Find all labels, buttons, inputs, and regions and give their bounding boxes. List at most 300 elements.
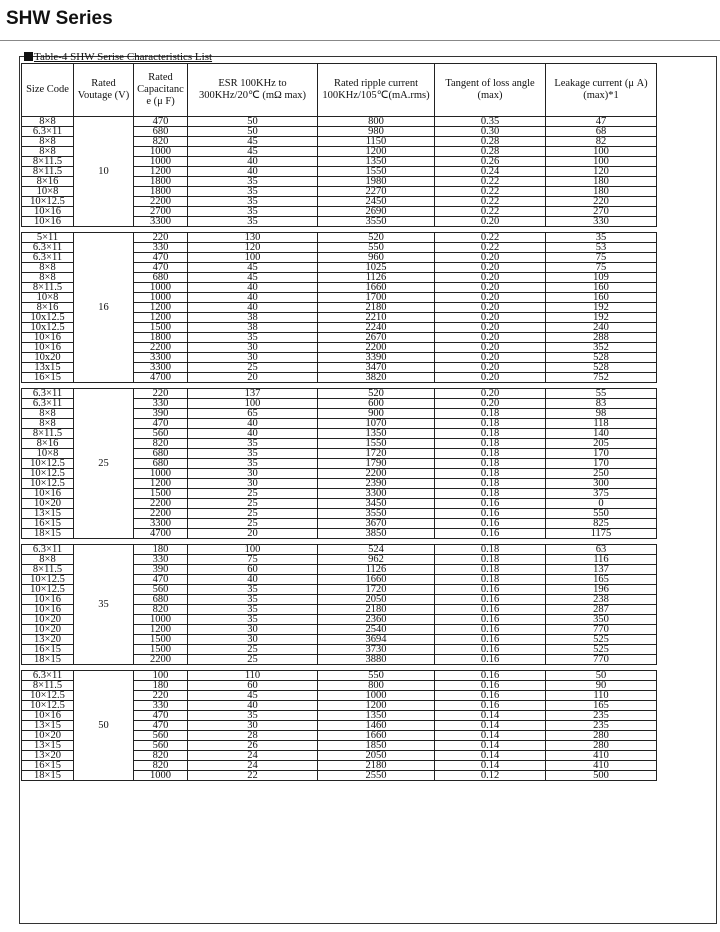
- capacitance-cell: 1500: [134, 323, 188, 333]
- size-code-cell: 10×8: [22, 187, 74, 197]
- esr-cell: 26: [188, 741, 318, 751]
- size-code-cell: 8×8: [22, 263, 74, 273]
- capacitance-cell: 560: [134, 429, 188, 439]
- ripple-current-cell: 1200: [318, 147, 435, 157]
- esr-cell: 35: [188, 333, 318, 343]
- table-caption: [24, 51, 212, 63]
- capacitance-cell: 680: [134, 459, 188, 469]
- tangent-loss-cell: 0.14: [435, 721, 546, 731]
- esr-cell: 30: [188, 469, 318, 479]
- leakage-current-cell: 68: [546, 127, 657, 137]
- ripple-current-cell: 2670: [318, 333, 435, 343]
- ripple-current-cell: 2200: [318, 343, 435, 353]
- tangent-loss-cell: 0.18: [435, 489, 546, 499]
- esr-cell: 40: [188, 283, 318, 293]
- ripple-current-cell: 2550: [318, 771, 435, 781]
- ripple-current-cell: 1350: [318, 429, 435, 439]
- ripple-current-cell: 3450: [318, 499, 435, 509]
- capacitance-cell: 4700: [134, 529, 188, 539]
- leakage-current-cell: 63: [546, 545, 657, 555]
- tangent-loss-cell: 0.20: [435, 399, 546, 409]
- capacitance-cell: 2200: [134, 509, 188, 519]
- size-code-cell: 6.3×11: [22, 253, 74, 263]
- size-code-cell: 13×20: [22, 635, 74, 645]
- esr-cell: 30: [188, 625, 318, 635]
- leakage-current-cell: 525: [546, 635, 657, 645]
- size-code-cell: 8×11.5: [22, 681, 74, 691]
- capacitance-cell: 820: [134, 137, 188, 147]
- tangent-loss-cell: 0.14: [435, 731, 546, 741]
- size-code-cell: 13×15: [22, 741, 74, 751]
- size-code-cell: 6.3×11: [22, 127, 74, 137]
- leakage-current-cell: 280: [546, 741, 657, 751]
- ripple-current-cell: 960: [318, 253, 435, 263]
- esr-cell: 100: [188, 399, 318, 409]
- esr-cell: 24: [188, 751, 318, 761]
- leakage-current-cell: 770: [546, 625, 657, 635]
- size-code-cell: 8×11.5: [22, 429, 74, 439]
- size-code-cell: 8×8: [22, 555, 74, 565]
- ripple-current-cell: 1980: [318, 177, 435, 187]
- tangent-loss-cell: 0.20: [435, 343, 546, 353]
- tangent-loss-cell: 0.20: [435, 303, 546, 313]
- capacitance-cell: 2200: [134, 343, 188, 353]
- esr-cell: 22: [188, 771, 318, 781]
- tangent-loss-cell: 0.22: [435, 177, 546, 187]
- esr-cell: 35: [188, 207, 318, 217]
- tangent-loss-cell: 0.18: [435, 449, 546, 459]
- tangent-loss-cell: 0.28: [435, 147, 546, 157]
- capacitance-cell: 180: [134, 681, 188, 691]
- size-code-cell: 10×16: [22, 489, 74, 499]
- esr-cell: 100: [188, 545, 318, 555]
- esr-cell: 40: [188, 157, 318, 167]
- esr-cell: 35: [188, 217, 318, 227]
- capacitance-cell: 470: [134, 419, 188, 429]
- tangent-loss-cell: 0.20: [435, 333, 546, 343]
- tangent-loss-cell: 0.22: [435, 187, 546, 197]
- esr-cell: 35: [188, 439, 318, 449]
- capacitance-cell: 330: [134, 701, 188, 711]
- ripple-current-cell: 2050: [318, 595, 435, 605]
- esr-cell: 30: [188, 721, 318, 731]
- capacitance-cell: 2700: [134, 207, 188, 217]
- esr-cell: 20: [188, 529, 318, 539]
- capacitance-cell: 3300: [134, 519, 188, 529]
- size-code-cell: 13×15: [22, 721, 74, 731]
- size-code-cell: 10x12.5: [22, 323, 74, 333]
- esr-cell: 25: [188, 489, 318, 499]
- capacitance-cell: 1000: [134, 293, 188, 303]
- tangent-loss-cell: 0.35: [435, 117, 546, 127]
- capacitance-cell: 560: [134, 741, 188, 751]
- leakage-current-cell: 192: [546, 313, 657, 323]
- tangent-loss-cell: 0.16: [435, 681, 546, 691]
- ripple-current-cell: 800: [318, 117, 435, 127]
- capacitance-cell: 1200: [134, 167, 188, 177]
- size-code-cell: 10×16: [22, 595, 74, 605]
- tangent-loss-cell: 0.20: [435, 373, 546, 383]
- tangent-loss-cell: 0.20: [435, 253, 546, 263]
- size-code-cell: 10×12.5: [22, 197, 74, 207]
- leakage-current-cell: 550: [546, 509, 657, 519]
- table-row: [22, 117, 657, 127]
- tangent-loss-cell: 0.16: [435, 585, 546, 595]
- esr-cell: 30: [188, 635, 318, 645]
- ripple-current-cell: 962: [318, 555, 435, 565]
- footer-cell: [318, 781, 435, 808]
- leakage-current-cell: 825: [546, 519, 657, 529]
- esr-cell: 24: [188, 761, 318, 771]
- esr-cell: 30: [188, 343, 318, 353]
- esr-cell: 35: [188, 595, 318, 605]
- characteristics-table: [21, 63, 657, 807]
- capacitance-cell: 470: [134, 721, 188, 731]
- capacitance-cell: 1200: [134, 479, 188, 489]
- capacitance-cell: 470: [134, 253, 188, 263]
- esr-cell: 25: [188, 645, 318, 655]
- tangent-loss-cell: 0.22: [435, 243, 546, 253]
- tangent-loss-cell: 0.16: [435, 671, 546, 681]
- esr-cell: 35: [188, 711, 318, 721]
- esr-cell: 35: [188, 459, 318, 469]
- leakage-current-cell: 240: [546, 323, 657, 333]
- size-code-cell: 10×20: [22, 625, 74, 635]
- leakage-current-cell: 50: [546, 671, 657, 681]
- tangent-loss-cell: 0.18: [435, 565, 546, 575]
- leakage-current-cell: 75: [546, 263, 657, 273]
- size-code-cell: 8×16: [22, 177, 74, 187]
- esr-cell: 35: [188, 615, 318, 625]
- leakage-current-cell: 270: [546, 207, 657, 217]
- ripple-current-cell: 1126: [318, 565, 435, 575]
- size-code-cell: 8×8: [22, 409, 74, 419]
- leakage-current-cell: 192: [546, 303, 657, 313]
- ripple-current-cell: 3300: [318, 489, 435, 499]
- ripple-current-cell: 3550: [318, 509, 435, 519]
- size-code-cell: 10×16: [22, 343, 74, 353]
- rated-voltage-cell: 10: [74, 117, 134, 227]
- esr-cell: 35: [188, 449, 318, 459]
- leakage-current-cell: 250: [546, 469, 657, 479]
- size-code-cell: 8×11.5: [22, 565, 74, 575]
- leakage-current-cell: 300: [546, 479, 657, 489]
- leakage-current-cell: 170: [546, 449, 657, 459]
- capacitance-cell: 1800: [134, 187, 188, 197]
- header-rated-capacitance: Rated Capacitanc e (μ F): [134, 64, 188, 117]
- ripple-current-cell: 2270: [318, 187, 435, 197]
- leakage-current-cell: 110: [546, 691, 657, 701]
- tangent-loss-cell: 0.12: [435, 771, 546, 781]
- leakage-current-cell: 180: [546, 187, 657, 197]
- size-code-cell: 16×15: [22, 519, 74, 529]
- tangent-loss-cell: 0.18: [435, 409, 546, 419]
- ripple-current-cell: 2240: [318, 323, 435, 333]
- leakage-current-cell: 410: [546, 761, 657, 771]
- ripple-current-cell: 1025: [318, 263, 435, 273]
- ripple-current-cell: 1070: [318, 419, 435, 429]
- esr-cell: 40: [188, 701, 318, 711]
- header-size-code: Size Code: [22, 64, 74, 117]
- esr-cell: 25: [188, 519, 318, 529]
- tangent-loss-cell: 0.28: [435, 137, 546, 147]
- ripple-current-cell: 3850: [318, 529, 435, 539]
- size-code-cell: 13×15: [22, 509, 74, 519]
- capacitance-cell: 220: [134, 389, 188, 399]
- ripple-current-cell: 1660: [318, 575, 435, 585]
- ripple-current-cell: 1660: [318, 731, 435, 741]
- capacitance-cell: 470: [134, 575, 188, 585]
- leakage-current-cell: 137: [546, 565, 657, 575]
- ripple-current-cell: 2690: [318, 207, 435, 217]
- ripple-current-cell: 1550: [318, 167, 435, 177]
- leakage-current-cell: 75: [546, 253, 657, 263]
- capacitance-cell: 2200: [134, 655, 188, 665]
- esr-cell: 30: [188, 353, 318, 363]
- ripple-current-cell: 3730: [318, 645, 435, 655]
- size-code-cell: 8×8: [22, 117, 74, 127]
- capacitance-cell: 3300: [134, 217, 188, 227]
- footer-cell: [188, 781, 318, 808]
- leakage-current-cell: 170: [546, 459, 657, 469]
- tangent-loss-cell: 0.14: [435, 741, 546, 751]
- tangent-loss-cell: 0.20: [435, 363, 546, 373]
- esr-cell: 110: [188, 671, 318, 681]
- size-code-cell: 16×15: [22, 373, 74, 383]
- capacitance-cell: 1500: [134, 645, 188, 655]
- ripple-current-cell: 1660: [318, 283, 435, 293]
- leakage-current-cell: 1175: [546, 529, 657, 539]
- esr-cell: 28: [188, 731, 318, 741]
- capacitance-cell: 680: [134, 273, 188, 283]
- capacitance-cell: 470: [134, 117, 188, 127]
- ripple-current-cell: 3820: [318, 373, 435, 383]
- size-code-cell: 8×8: [22, 147, 74, 157]
- rated-voltage-cell: 35: [74, 545, 134, 665]
- leakage-current-cell: 120: [546, 167, 657, 177]
- tangent-loss-cell: 0.20: [435, 323, 546, 333]
- leakage-current-cell: 528: [546, 363, 657, 373]
- leakage-current-cell: 165: [546, 575, 657, 585]
- size-code-cell: 8×11.5: [22, 167, 74, 177]
- esr-cell: 38: [188, 313, 318, 323]
- esr-cell: 65: [188, 409, 318, 419]
- capacitance-cell: 220: [134, 233, 188, 243]
- size-code-cell: 8×16: [22, 439, 74, 449]
- tangent-loss-cell: 0.16: [435, 635, 546, 645]
- table-caption-text: Table-4 SHW Serise Characteristics List: [34, 51, 213, 63]
- leakage-current-cell: 752: [546, 373, 657, 383]
- capacitance-cell: 1000: [134, 157, 188, 167]
- capacitance-cell: 220: [134, 691, 188, 701]
- leakage-current-cell: 47: [546, 117, 657, 127]
- capacitance-cell: 820: [134, 439, 188, 449]
- leakage-current-cell: 118: [546, 419, 657, 429]
- size-code-cell: 10×12.5: [22, 585, 74, 595]
- ripple-current-cell: 1700: [318, 293, 435, 303]
- capacitance-cell: 330: [134, 399, 188, 409]
- esr-cell: 38: [188, 323, 318, 333]
- leakage-current-cell: 287: [546, 605, 657, 615]
- ripple-current-cell: 800: [318, 681, 435, 691]
- esr-cell: 100: [188, 253, 318, 263]
- esr-cell: 45: [188, 691, 318, 701]
- tangent-loss-cell: 0.30: [435, 127, 546, 137]
- ripple-current-cell: 1350: [318, 711, 435, 721]
- esr-cell: 35: [188, 197, 318, 207]
- ripple-current-cell: 2360: [318, 615, 435, 625]
- tangent-loss-cell: 0.18: [435, 545, 546, 555]
- esr-cell: 137: [188, 389, 318, 399]
- tangent-loss-cell: 0.18: [435, 469, 546, 479]
- esr-cell: 35: [188, 187, 318, 197]
- capacitance-cell: 1800: [134, 177, 188, 187]
- leakage-current-cell: 235: [546, 721, 657, 731]
- tangent-loss-cell: 0.16: [435, 509, 546, 519]
- capacitance-cell: 4700: [134, 373, 188, 383]
- header-esr: ESR 100KHz to 300KHz/20℃ (mΩ max): [188, 64, 318, 117]
- capacitance-cell: 820: [134, 751, 188, 761]
- size-code-cell: 10×12.5: [22, 479, 74, 489]
- title-divider: [0, 40, 720, 41]
- leakage-current-cell: 180: [546, 177, 657, 187]
- ripple-current-cell: 3880: [318, 655, 435, 665]
- leakage-current-cell: 116: [546, 555, 657, 565]
- capacitance-cell: 1200: [134, 313, 188, 323]
- ripple-current-cell: 3694: [318, 635, 435, 645]
- esr-cell: 40: [188, 293, 318, 303]
- capacitance-cell: 560: [134, 731, 188, 741]
- capacitance-cell: 820: [134, 761, 188, 771]
- leakage-current-cell: 500: [546, 771, 657, 781]
- capacitance-cell: 1200: [134, 303, 188, 313]
- size-code-cell: 6.3×11: [22, 243, 74, 253]
- size-code-cell: 10×16: [22, 217, 74, 227]
- tangent-loss-cell: 0.14: [435, 711, 546, 721]
- footer-cell: [546, 781, 657, 808]
- leakage-current-cell: 100: [546, 147, 657, 157]
- ripple-current-cell: 2540: [318, 625, 435, 635]
- size-code-cell: 10×12.5: [22, 575, 74, 585]
- tangent-loss-cell: 0.16: [435, 645, 546, 655]
- leakage-current-cell: 140: [546, 429, 657, 439]
- capacitance-cell: 1000: [134, 147, 188, 157]
- esr-cell: 25: [188, 363, 318, 373]
- size-code-cell: 10×8: [22, 449, 74, 459]
- tangent-loss-cell: 0.24: [435, 167, 546, 177]
- ripple-current-cell: 1350: [318, 157, 435, 167]
- tangent-loss-cell: 0.26: [435, 157, 546, 167]
- leakage-current-cell: 109: [546, 273, 657, 283]
- leakage-current-cell: 238: [546, 595, 657, 605]
- table-row: [22, 233, 657, 243]
- leakage-current-cell: 375: [546, 489, 657, 499]
- ripple-current-cell: 3390: [318, 353, 435, 363]
- rated-voltage-cell: 25: [74, 389, 134, 539]
- ripple-current-cell: 2050: [318, 751, 435, 761]
- tangent-loss-cell: 0.16: [435, 625, 546, 635]
- size-code-cell: 10×16: [22, 711, 74, 721]
- header-rated-voltage: Rated Voutage (V): [74, 64, 134, 117]
- size-code-cell: 10×20: [22, 731, 74, 741]
- ripple-current-cell: 1850: [318, 741, 435, 751]
- leakage-current-cell: 525: [546, 645, 657, 655]
- header-leakage-current: Leakage current (μ A) (max)*1: [546, 64, 657, 117]
- size-code-cell: 18×15: [22, 655, 74, 665]
- leakage-current-cell: 770: [546, 655, 657, 665]
- rated-voltage-cell: 16: [74, 233, 134, 383]
- ripple-current-cell: 1126: [318, 273, 435, 283]
- leakage-current-cell: 288: [546, 333, 657, 343]
- tangent-loss-cell: 0.20: [435, 293, 546, 303]
- tangent-loss-cell: 0.14: [435, 761, 546, 771]
- tangent-loss-cell: 0.20: [435, 389, 546, 399]
- page-title: SHW Series: [6, 8, 113, 29]
- size-code-cell: 10×16: [22, 605, 74, 615]
- esr-cell: 50: [188, 117, 318, 127]
- leakage-current-cell: 165: [546, 701, 657, 711]
- footer-cell: [134, 781, 188, 808]
- leakage-current-cell: 55: [546, 389, 657, 399]
- tangent-loss-cell: 0.18: [435, 429, 546, 439]
- tangent-loss-cell: 0.18: [435, 419, 546, 429]
- size-code-cell: 13x15: [22, 363, 74, 373]
- header-ripple-current: Rated ripple current 100KHz/105℃(mA.rms): [318, 64, 435, 117]
- size-code-cell: 10x20: [22, 353, 74, 363]
- capacitance-cell: 470: [134, 711, 188, 721]
- capacitance-cell: 2200: [134, 197, 188, 207]
- esr-cell: 120: [188, 243, 318, 253]
- leakage-current-cell: 235: [546, 711, 657, 721]
- size-code-cell: 18×15: [22, 771, 74, 781]
- size-code-cell: 10×16: [22, 207, 74, 217]
- esr-cell: 40: [188, 303, 318, 313]
- tangent-loss-cell: 0.20: [435, 263, 546, 273]
- ripple-current-cell: 980: [318, 127, 435, 137]
- esr-cell: 75: [188, 555, 318, 565]
- esr-cell: 60: [188, 565, 318, 575]
- tangent-loss-cell: 0.18: [435, 439, 546, 449]
- ripple-current-cell: 550: [318, 243, 435, 253]
- tangent-loss-cell: 0.16: [435, 655, 546, 665]
- tangent-loss-cell: 0.18: [435, 479, 546, 489]
- ripple-current-cell: 550: [318, 671, 435, 681]
- ripple-current-cell: 1460: [318, 721, 435, 731]
- capacitance-cell: 560: [134, 585, 188, 595]
- size-code-cell: 18×15: [22, 529, 74, 539]
- esr-cell: 45: [188, 273, 318, 283]
- esr-cell: 45: [188, 147, 318, 157]
- ripple-current-cell: 520: [318, 389, 435, 399]
- tangent-loss-cell: 0.16: [435, 595, 546, 605]
- capacitance-cell: 330: [134, 243, 188, 253]
- tangent-loss-cell: 0.16: [435, 529, 546, 539]
- size-code-cell: 10×12.5: [22, 691, 74, 701]
- leakage-current-cell: 205: [546, 439, 657, 449]
- ripple-current-cell: 2180: [318, 303, 435, 313]
- esr-cell: 25: [188, 499, 318, 509]
- size-code-cell: 13×20: [22, 751, 74, 761]
- esr-cell: 20: [188, 373, 318, 383]
- leakage-current-cell: 330: [546, 217, 657, 227]
- size-code-cell: 8×11.5: [22, 157, 74, 167]
- header-row: [22, 64, 657, 117]
- ripple-current-cell: 3550: [318, 217, 435, 227]
- leakage-current-cell: 160: [546, 283, 657, 293]
- capacitance-cell: 1800: [134, 333, 188, 343]
- tangent-loss-cell: 0.22: [435, 197, 546, 207]
- esr-cell: 130: [188, 233, 318, 243]
